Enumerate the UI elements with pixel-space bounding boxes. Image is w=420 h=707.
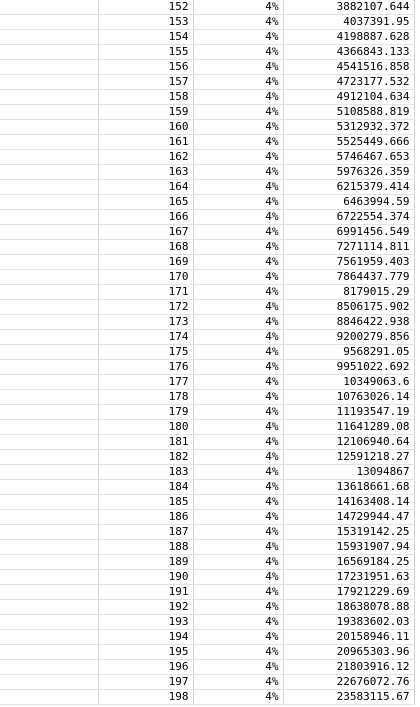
amount-cell[interactable]: 6463994.59 [283, 195, 414, 210]
rate-cell[interactable]: 4% [193, 375, 283, 390]
empty-cell[interactable] [0, 435, 98, 450]
table-row [0, 330, 414, 345]
empty-cell[interactable] [0, 675, 98, 690]
empty-cell[interactable] [0, 285, 98, 300]
period-cell[interactable]: 152 [98, 0, 193, 15]
table-row [0, 435, 414, 450]
table-row [0, 165, 414, 180]
period-cell[interactable]: 155 [98, 45, 193, 60]
table-row [0, 180, 414, 195]
amount-cell[interactable]: 5525449.666 [283, 135, 414, 150]
empty-cell[interactable] [0, 270, 98, 285]
empty-cell[interactable] [0, 420, 98, 435]
empty-cell[interactable] [0, 210, 98, 225]
amount-cell[interactable]: 11193547.19 [283, 405, 414, 420]
amount-cell[interactable]: 9951022.692 [283, 360, 414, 375]
table-row [0, 150, 414, 165]
table-row [0, 480, 414, 495]
empty-cell[interactable] [0, 690, 98, 705]
rate-cell[interactable]: 4% [193, 315, 283, 330]
table-row [0, 675, 414, 690]
rate-cell[interactable]: 4% [193, 450, 283, 465]
table-row [0, 540, 414, 555]
rate-cell[interactable]: 4% [193, 615, 283, 630]
rate-cell[interactable]: 4% [193, 405, 283, 420]
table-row [0, 495, 414, 510]
rate-cell[interactable]: 4% [193, 390, 283, 405]
rate-cell[interactable]: 4% [193, 165, 283, 180]
empty-cell[interactable] [0, 60, 98, 75]
empty-cell[interactable] [0, 45, 98, 60]
empty-cell[interactable] [0, 450, 98, 465]
rate-cell[interactable]: 4% [193, 540, 283, 555]
period-cell[interactable]: 193 [98, 615, 193, 630]
amount-cell[interactable]: 16569184.25 [283, 555, 414, 570]
table-row [0, 120, 414, 135]
rate-cell[interactable]: 4% [193, 660, 283, 675]
empty-cell[interactable] [0, 645, 98, 660]
amount-cell[interactable]: 14729944.47 [283, 510, 414, 525]
table-row [0, 315, 414, 330]
table-row [0, 645, 414, 660]
table-row [0, 510, 414, 525]
amount-cell[interactable]: 4912104.634 [283, 90, 414, 105]
rate-cell[interactable]: 4% [193, 45, 283, 60]
empty-cell[interactable] [0, 375, 98, 390]
table-row [0, 450, 414, 465]
rate-cell[interactable]: 4% [193, 210, 283, 225]
amount-cell[interactable]: 15319142.25 [283, 525, 414, 540]
amount-cell[interactable]: 6722554.374 [283, 210, 414, 225]
amount-cell[interactable]: 5312932.372 [283, 120, 414, 135]
empty-cell[interactable] [0, 165, 98, 180]
table-row [0, 300, 414, 315]
period-cell[interactable]: 160 [98, 120, 193, 135]
period-cell[interactable]: 194 [98, 630, 193, 645]
amount-cell[interactable]: 7561959.403 [283, 255, 414, 270]
empty-cell[interactable] [0, 480, 98, 495]
amount-cell[interactable]: 18638078.88 [283, 600, 414, 615]
table-row [0, 0, 414, 15]
amount-cell[interactable]: 23583115.67 [283, 690, 414, 705]
period-cell[interactable]: 182 [98, 450, 193, 465]
empty-cell[interactable] [0, 600, 98, 615]
amount-cell[interactable]: 22676072.76 [283, 675, 414, 690]
rate-cell[interactable]: 4% [193, 585, 283, 600]
amount-cell[interactable]: 4037391.95 [283, 15, 414, 30]
empty-cell[interactable] [0, 345, 98, 360]
amount-cell[interactable]: 8179015.29 [283, 285, 414, 300]
empty-cell[interactable] [0, 225, 98, 240]
table-row [0, 195, 414, 210]
amount-cell[interactable]: 4198887.628 [283, 30, 414, 45]
period-cell[interactable]: 162 [98, 150, 193, 165]
empty-cell[interactable] [0, 255, 98, 270]
rate-cell[interactable]: 4% [193, 300, 283, 315]
rate-cell[interactable]: 4% [193, 255, 283, 270]
empty-cell[interactable] [0, 360, 98, 375]
amount-cell[interactable]: 6215379.414 [283, 180, 414, 195]
empty-cell[interactable] [0, 105, 98, 120]
empty-cell[interactable] [0, 90, 98, 105]
period-cell[interactable]: 198 [98, 690, 193, 705]
rate-cell[interactable]: 4% [193, 510, 283, 525]
period-cell[interactable]: 184 [98, 480, 193, 495]
empty-cell[interactable] [0, 405, 98, 420]
amount-cell[interactable]: 7271114.811 [283, 240, 414, 255]
table-row [0, 615, 414, 630]
amount-cell[interactable]: 20965303.96 [283, 645, 414, 660]
amount-cell[interactable]: 17231951.63 [283, 570, 414, 585]
empty-cell[interactable] [0, 135, 98, 150]
table-row [0, 600, 414, 615]
period-cell[interactable]: 191 [98, 585, 193, 600]
amount-cell[interactable]: 4723177.532 [283, 75, 414, 90]
period-cell[interactable]: 186 [98, 510, 193, 525]
period-cell[interactable]: 170 [98, 270, 193, 285]
empty-cell[interactable] [0, 465, 98, 480]
empty-cell[interactable] [0, 525, 98, 540]
amount-cell[interactable]: 7864437.779 [283, 270, 414, 285]
table-row [0, 420, 414, 435]
empty-cell[interactable] [0, 510, 98, 525]
amount-cell[interactable]: 4541516.858 [283, 60, 414, 75]
table-row [0, 690, 414, 705]
period-cell[interactable]: 171 [98, 285, 193, 300]
period-cell[interactable]: 156 [98, 60, 193, 75]
table-row [0, 75, 414, 90]
table-row [0, 375, 414, 390]
rate-cell[interactable]: 4% [193, 525, 283, 540]
empty-cell[interactable] [0, 570, 98, 585]
table-row [0, 360, 414, 375]
table-row [0, 240, 414, 255]
table-row [0, 90, 414, 105]
period-cell[interactable]: 169 [98, 255, 193, 270]
amount-cell[interactable]: 13618661.68 [283, 480, 414, 495]
period-cell[interactable]: 179 [98, 405, 193, 420]
amount-cell[interactable]: 15931907.94 [283, 540, 414, 555]
period-cell[interactable]: 192 [98, 600, 193, 615]
empty-cell[interactable] [0, 630, 98, 645]
rate-cell[interactable]: 4% [193, 645, 283, 660]
amount-cell[interactable]: 12591218.27 [283, 450, 414, 465]
rate-cell[interactable]: 4% [193, 690, 283, 705]
rate-cell[interactable]: 4% [193, 360, 283, 375]
amount-cell[interactable]: 5976326.359 [283, 165, 414, 180]
empty-cell[interactable] [0, 0, 98, 15]
rate-cell[interactable]: 4% [193, 285, 283, 300]
rate-cell[interactable]: 4% [193, 270, 283, 285]
period-cell[interactable]: 173 [98, 315, 193, 330]
empty-cell[interactable] [0, 390, 98, 405]
rate-cell[interactable]: 4% [193, 135, 283, 150]
table-row [0, 570, 414, 585]
amount-cell[interactable]: 8506175.902 [283, 300, 414, 315]
table-row [0, 255, 414, 270]
empty-cell[interactable] [0, 300, 98, 315]
empty-cell[interactable] [0, 15, 98, 30]
rate-cell[interactable]: 4% [193, 555, 283, 570]
period-cell[interactable]: 180 [98, 420, 193, 435]
amount-cell[interactable]: 11641289.08 [283, 420, 414, 435]
amount-cell[interactable]: 5746467.653 [283, 150, 414, 165]
table-row [0, 660, 414, 675]
table-row [0, 555, 414, 570]
period-cell[interactable]: 159 [98, 105, 193, 120]
rate-cell[interactable]: 4% [193, 0, 283, 15]
period-cell[interactable]: 154 [98, 30, 193, 45]
table-row [0, 30, 414, 45]
amount-cell[interactable]: 19383602.03 [283, 615, 414, 630]
rate-cell[interactable]: 4% [193, 570, 283, 585]
period-cell[interactable]: 187 [98, 525, 193, 540]
rate-cell[interactable]: 4% [193, 30, 283, 45]
amount-cell[interactable]: 9568291.05 [283, 345, 414, 360]
amount-cell[interactable]: 6991456.549 [283, 225, 414, 240]
table-row [0, 15, 414, 30]
empty-cell[interactable] [0, 180, 98, 195]
rate-cell[interactable]: 4% [193, 90, 283, 105]
period-cell[interactable]: 166 [98, 210, 193, 225]
period-cell[interactable]: 161 [98, 135, 193, 150]
amount-cell[interactable]: 5108588.819 [283, 105, 414, 120]
table-row [0, 60, 414, 75]
period-cell[interactable]: 185 [98, 495, 193, 510]
period-cell[interactable]: 175 [98, 345, 193, 360]
amount-cell[interactable]: 3882107.644 [283, 0, 414, 15]
period-cell[interactable]: 189 [98, 555, 193, 570]
table-row [0, 525, 414, 540]
amount-cell[interactable]: 4366843.133 [283, 45, 414, 60]
table-row [0, 105, 414, 120]
amount-cell[interactable]: 10349063.6 [283, 375, 414, 390]
period-cell[interactable]: 168 [98, 240, 193, 255]
amount-cell[interactable]: 13094867 [283, 465, 414, 480]
empty-cell[interactable] [0, 540, 98, 555]
rate-cell[interactable]: 4% [193, 75, 283, 90]
amount-cell[interactable]: 17921229.69 [283, 585, 414, 600]
empty-cell[interactable] [0, 615, 98, 630]
empty-cell[interactable] [0, 30, 98, 45]
empty-cell[interactable] [0, 660, 98, 675]
rate-cell[interactable]: 4% [193, 675, 283, 690]
amount-cell[interactable]: 10763026.14 [283, 390, 414, 405]
table-row [0, 465, 414, 480]
empty-cell[interactable] [0, 555, 98, 570]
empty-cell[interactable] [0, 150, 98, 165]
rate-cell[interactable]: 4% [193, 180, 283, 195]
empty-cell[interactable] [0, 195, 98, 210]
period-cell[interactable]: 197 [98, 675, 193, 690]
empty-cell[interactable] [0, 315, 98, 330]
period-cell[interactable]: 196 [98, 660, 193, 675]
amount-cell[interactable]: 12106940.64 [283, 435, 414, 450]
period-cell[interactable]: 190 [98, 570, 193, 585]
period-cell[interactable]: 181 [98, 435, 193, 450]
empty-cell[interactable] [0, 495, 98, 510]
period-cell[interactable]: 165 [98, 195, 193, 210]
rate-cell[interactable]: 4% [193, 150, 283, 165]
table-row [0, 225, 414, 240]
table-row [0, 585, 414, 600]
empty-cell[interactable] [0, 120, 98, 135]
period-cell[interactable]: 177 [98, 375, 193, 390]
rate-cell[interactable]: 4% [193, 105, 283, 120]
period-cell[interactable]: 157 [98, 75, 193, 90]
table-row [0, 630, 414, 645]
period-cell[interactable]: 164 [98, 180, 193, 195]
table-row [0, 285, 414, 300]
period-cell[interactable]: 195 [98, 645, 193, 660]
period-cell[interactable]: 183 [98, 465, 193, 480]
period-cell[interactable]: 178 [98, 390, 193, 405]
table-row [0, 210, 414, 225]
rate-cell[interactable]: 4% [193, 420, 283, 435]
rate-cell[interactable]: 4% [193, 240, 283, 255]
rate-cell[interactable]: 4% [193, 225, 283, 240]
rate-cell[interactable]: 4% [193, 600, 283, 615]
rate-cell[interactable]: 4% [193, 60, 283, 75]
rate-cell[interactable]: 4% [193, 195, 283, 210]
rate-cell[interactable]: 4% [193, 495, 283, 510]
amount-cell[interactable]: 14163408.14 [283, 495, 414, 510]
period-cell[interactable]: 163 [98, 165, 193, 180]
period-cell[interactable]: 188 [98, 540, 193, 555]
empty-cell[interactable] [0, 330, 98, 345]
table-row [0, 135, 414, 150]
period-cell[interactable]: 176 [98, 360, 193, 375]
rate-cell[interactable]: 4% [193, 435, 283, 450]
period-cell[interactable]: 158 [98, 90, 193, 105]
rate-cell[interactable]: 4% [193, 330, 283, 345]
amount-cell[interactable]: 8846422.938 [283, 315, 414, 330]
empty-cell[interactable] [0, 240, 98, 255]
rate-cell[interactable]: 4% [193, 630, 283, 645]
amount-cell[interactable]: 21803916.12 [283, 660, 414, 675]
period-cell[interactable]: 172 [98, 300, 193, 315]
period-cell[interactable]: 174 [98, 330, 193, 345]
empty-cell[interactable] [0, 585, 98, 600]
table-row [0, 405, 414, 420]
table-row [0, 45, 414, 60]
table-row [0, 270, 414, 285]
amount-cell[interactable]: 20158946.11 [283, 630, 414, 645]
period-cell[interactable]: 153 [98, 15, 193, 30]
empty-cell[interactable] [0, 75, 98, 90]
rate-cell[interactable]: 4% [193, 345, 283, 360]
rate-cell[interactable]: 4% [193, 480, 283, 495]
table-row [0, 345, 414, 360]
amount-cell[interactable]: 9200279.856 [283, 330, 414, 345]
rate-cell[interactable]: 4% [193, 465, 283, 480]
rate-cell[interactable]: 4% [193, 120, 283, 135]
rate-cell[interactable]: 4% [193, 15, 283, 30]
period-cell[interactable]: 167 [98, 225, 193, 240]
table-row [0, 390, 414, 405]
